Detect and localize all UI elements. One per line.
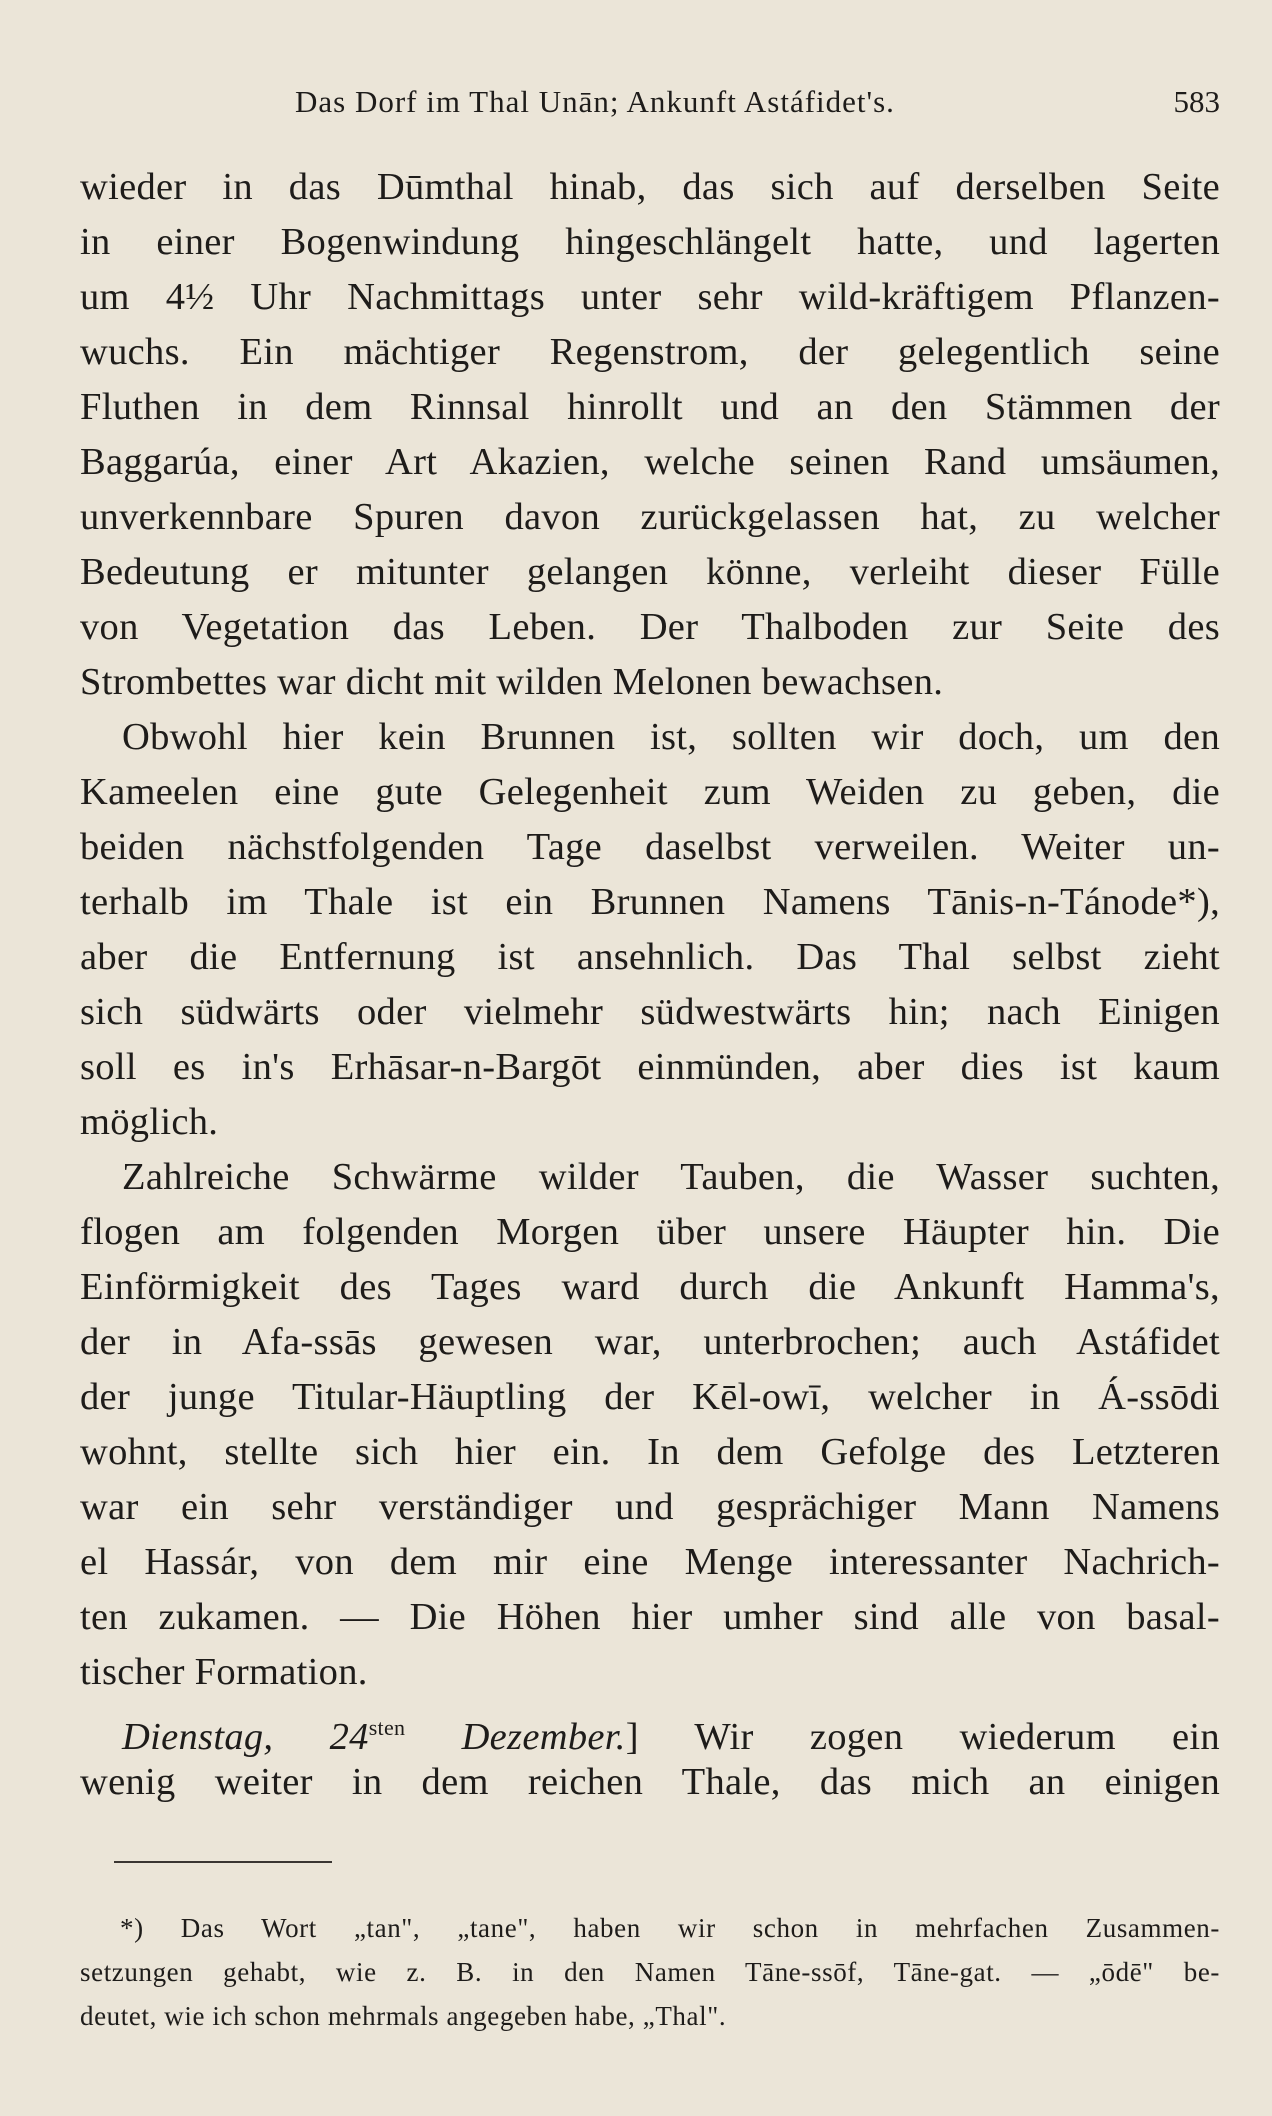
date-line bbox=[80, 1700, 1220, 1758]
text-line: in einer Bogenwindung hingeschlängelt hatte, und lagerten bbox=[80, 221, 1220, 263]
text-line: tischer Formation. bbox=[80, 1651, 368, 1693]
text-line: Fluthen in dem Rinnsal hinrollt und an den Stämmen der bbox=[80, 386, 1220, 428]
date-weekday: Dienstag, bbox=[122, 1716, 274, 1758]
text-line: Bedeutung er mitunter gelangen könne, verleiht dieser Fülle bbox=[80, 551, 1220, 593]
text-line: wieder in das Dūmthal hinab, das sich auf derselben Seite bbox=[80, 166, 1220, 208]
date-month: Dezember. bbox=[461, 1716, 626, 1758]
text-line: Strombettes war dicht mit wilden Melonen bewachsen. bbox=[80, 661, 944, 703]
text-line: wenig weiter in dem reichen Thale, das mich an einigen bbox=[80, 1761, 1220, 1803]
text-line: wuchs. Ein mächtiger Regenstrom, der gelegentlich seine bbox=[80, 331, 1220, 373]
footnote-line: setzungen gehabt, wie z. B. in den Namen Tāne-ssōf, Tāne-gat. — „ōdē" be- bbox=[80, 1957, 1220, 1987]
text-line: beiden nächstfolgenden Tage daselbst verweilen. Weiter un- bbox=[80, 826, 1220, 868]
date-day: 24 bbox=[329, 1716, 369, 1758]
footnote-line: *) Das Wort „tan", „tane", haben wir schon in mehrfachen Zusammen- bbox=[120, 1913, 1220, 1943]
text-line: terhalb im Thale ist ein Brunnen Namens Tānis-n-Tánode*), bbox=[80, 881, 1220, 923]
footnotes bbox=[80, 1906, 1220, 2038]
text-line: der in Afa-ssās gewesen war, unterbrochen; auch Astáfidet bbox=[80, 1321, 1220, 1363]
text-line: el Hassár, von dem mir eine Menge interessanter Nachrich- bbox=[80, 1541, 1220, 1583]
date-line-rest: ] Wir zogen wiederum ein bbox=[625, 1716, 1220, 1758]
text-line: Obwohl hier kein Brunnen ist, sollten wir doch, um den bbox=[122, 716, 1220, 758]
text-line: ten zukamen. — Die Höhen hier umher sind alle von basal- bbox=[80, 1596, 1220, 1638]
main-text bbox=[80, 160, 1220, 1810]
text-line: soll es in's Erhāsar-n-Bargōt einmünden, aber dies ist kaum bbox=[80, 1046, 1220, 1088]
text-line: der junge Titular-Häuptling der Kēl-owī, welcher in Á-ssōdi bbox=[80, 1376, 1220, 1418]
date-day-suffix: sten bbox=[368, 1715, 406, 1740]
text-line: sich südwärts oder vielmehr südwestwärts hin; nach Einigen bbox=[80, 991, 1220, 1033]
footnote-rule bbox=[114, 1861, 332, 1863]
page-number: 583 bbox=[1173, 84, 1220, 119]
text-line: möglich. bbox=[80, 1101, 219, 1143]
text-line: wohnt, stellte sich hier ein. In dem Gefolge des Letzteren bbox=[80, 1431, 1220, 1473]
text-line: Einförmigkeit des Tages ward durch die Ankunft Hamma's, bbox=[80, 1266, 1220, 1308]
text-line: von Vegetation das Leben. Der Thalboden zur Seite des bbox=[80, 606, 1220, 648]
running-header bbox=[80, 84, 1220, 124]
text-line: um 4½ Uhr Nachmittags unter sehr wild-kräftigem Pflanzen- bbox=[80, 276, 1220, 318]
text-line: war ein sehr verständiger und gesprächiger Mann Namens bbox=[80, 1486, 1220, 1528]
text-line: Baggarúa, einer Art Akazien, welche seinen Rand umsäumen, bbox=[80, 441, 1220, 483]
text-line: aber die Entfernung ist ansehnlich. Das Thal selbst zieht bbox=[80, 936, 1220, 978]
text-line: flogen am folgenden Morgen über unsere Häupter hin. Die bbox=[80, 1211, 1220, 1253]
text-line: Kameelen eine gute Gelegenheit zum Weiden zu geben, die bbox=[80, 771, 1220, 813]
text-line: Zahlreiche Schwärme wilder Tauben, die Wasser suchten, bbox=[122, 1156, 1220, 1198]
footnote-line: deutet, wie ich schon mehrmals angegeben habe, „Thal". bbox=[80, 2001, 727, 2031]
header-title: Das Dorf im Thal Unān; Ankunft Astáfidet's. bbox=[295, 84, 895, 119]
text-line: unverkennbare Spuren davon zurückgelassen hat, zu welcher bbox=[80, 496, 1220, 538]
